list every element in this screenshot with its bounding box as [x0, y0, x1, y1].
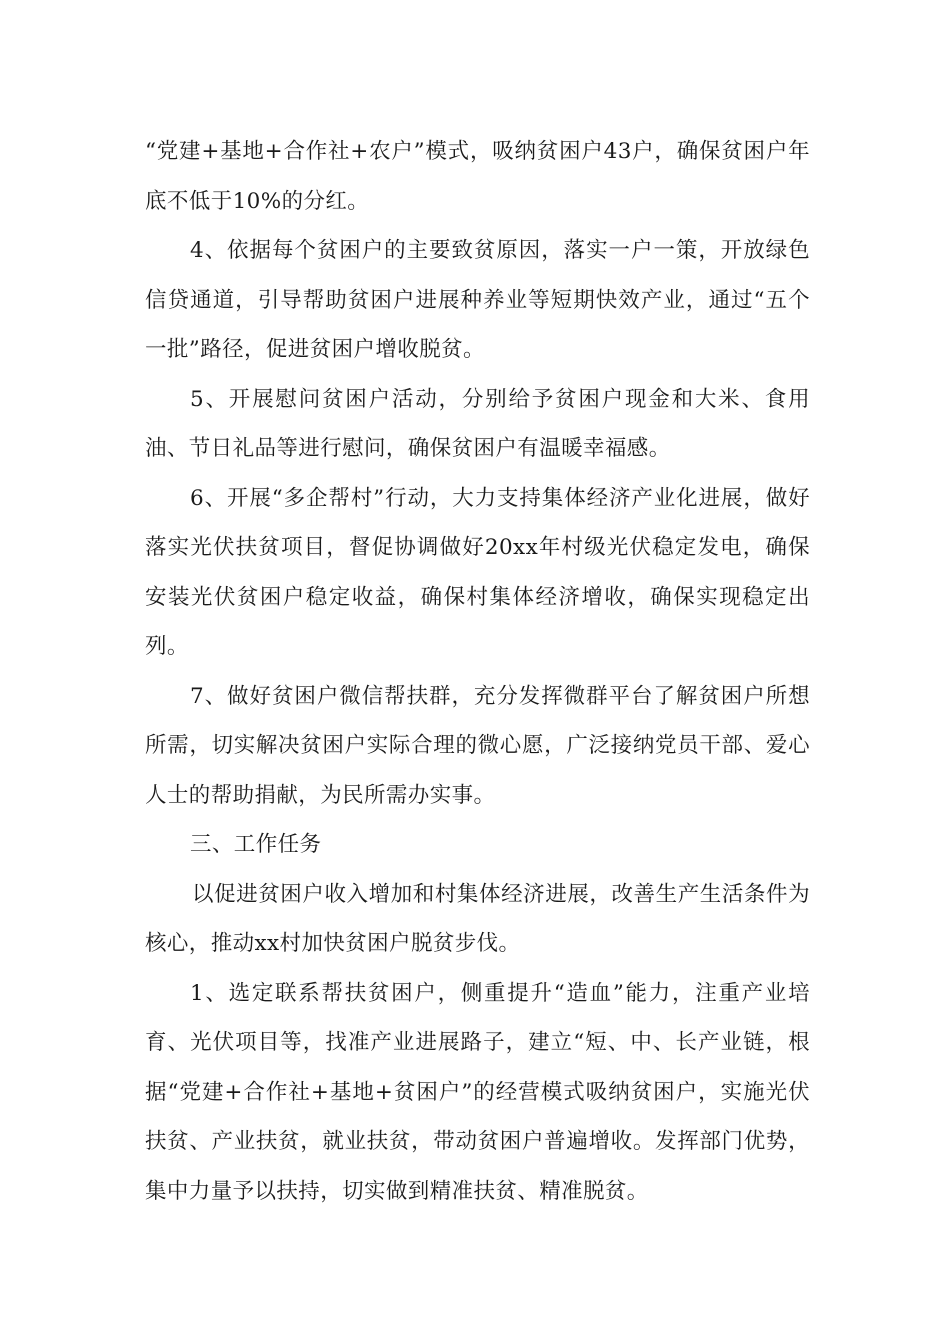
section-heading-work-tasks: 三、工作任务 — [190, 832, 322, 857]
document-body — [145, 127, 810, 1216]
paragraph-item-7: 7、做好贫困户微信帮扶群，充分发挥微群平台了解贫困户所想所需，切实解决贫困户实际合理的微心愿，广泛接纳党员干部、爱心人士的帮助捐献，为民所需办实事。 — [145, 683, 810, 808]
paragraph-task-intro: 以促进贫困户收入增加和村集体经济进展，改善生产生活条件为核心，推动xx村加快贫困户脱贫步伐。 — [145, 881, 810, 956]
paragraph-item-5: 5、开展慰问贫困户活动，分别给予贫困户现金和大米、食用油、节日礼品等进行慰问，确保贫困户有温暖幸福感。 — [145, 386, 810, 461]
paragraph-mode-continuation: “党建+基地+合作社+农户”模式，吸纳贫困户43户，确保贫困户年底不低于10%的分红。 — [145, 139, 810, 214]
paragraph-task-1: 1、选定联系帮扶贫困户，侧重提升“造血”能力，注重产业培育、光伏项目等，找准产业进展路子，建立“短、中、长产业链，根据“党建+合作社+基地+贫困户”的经营模式吸纳贫困户，实施光伏扶贫、产业扶贫，就业扶贫，带动贫困户普遍增收。发挥部门优势，集中力量予以扶持，切实做到精准扶贫、精准脱贫。 — [145, 980, 810, 1204]
paragraph-item-6: 6、开展“多企帮村”行动，大力支持集体经济产业化进展，做好落实光伏扶贫项目，督促协调做好20xx年村级光伏稳定发电，确保安装光伏贫困户稳定收益，确保村集体经济增收，确保实现稳定出列。 — [145, 485, 810, 659]
paragraph-item-4: 4、依据每个贫困户的主要致贫原因，落实一户一策，开放绿色信贷通道，引导帮助贫困户进展种养业等短期快效产业，通过“五个一批”路径，促进贫困户增收脱贫。 — [145, 238, 810, 362]
